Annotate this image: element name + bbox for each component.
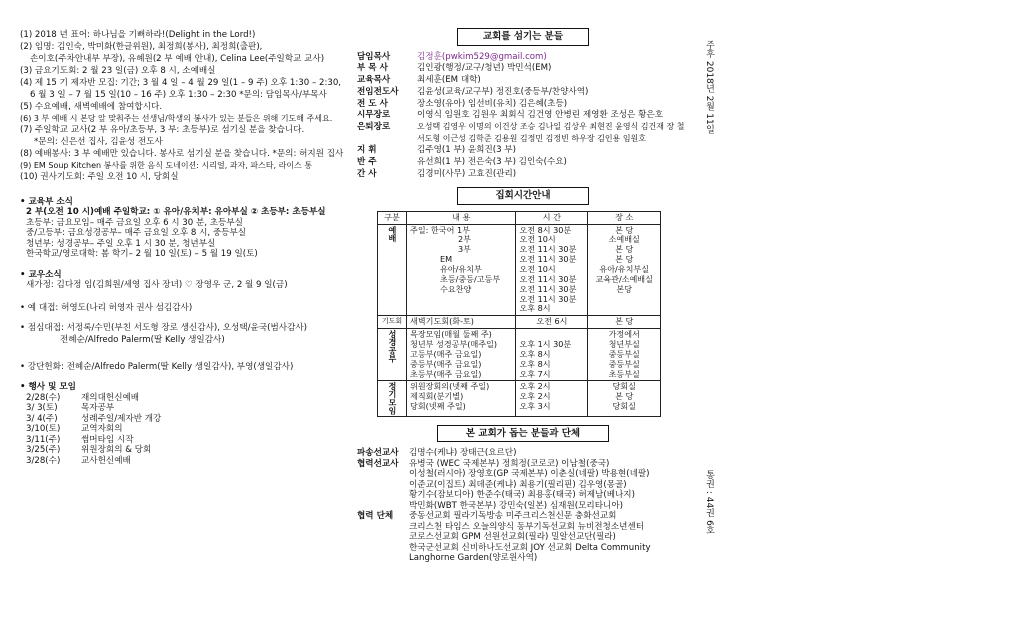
column-header: 구분 — [378, 211, 407, 224]
bulletin-volume: 통권 : 44권 6호 — [703, 470, 714, 535]
bible-places: 가정에서 청년부실 중등부실 중등부실 초등부실 — [588, 329, 661, 381]
ushers-line: • 예 대접: 허영도(나리 허영자 권사 섬김감사) — [20, 302, 193, 313]
left-column — [20, 30, 344, 466]
event-item: 2/28(수) 재의대헌신예배 — [26, 392, 140, 403]
announcement-line: (5) 수요예배, 새벽예배에 참여합시다. — [20, 101, 163, 112]
prayer-content: 새벽기도회(화-토) — [407, 316, 516, 329]
announcement-line: (3) 금요기도회: 2 월 23 일(금) 오후 8 시, 소예배실 — [20, 65, 216, 76]
news-line: 새가정: 김다정 임(김희원/세영 집사 장녀) ♡ 장영우 군, 2 월 9 일(금) — [26, 280, 288, 291]
staff-row: 전임전도사 김윤성(교육/교구부) 정진호(중등부/찬양사역) — [357, 86, 589, 97]
bible-times: 오후 1시 30분 오후 8시 오후 8시 오후 7시 — [516, 329, 588, 381]
event-item: 3/11(주) 썸머타임 시작 — [26, 434, 134, 445]
prayer-time: 오전 6시 — [516, 316, 588, 329]
column-header: 시 간 — [516, 211, 588, 224]
meeting-times: 오후 2시 오후 2시 오후 3시 — [516, 381, 588, 416]
announcement-line: (7) 주일학교 교사(2 부 유아/초등부, 3 부: 초등부)로 섬기실 분을 찾습니다. — [20, 125, 305, 136]
announcement-line: (8) 예배봉사: 3 부 예배만 있습니다. 봉사로 섬기실 분을 찾습니다. *문의: 허지원 집사 — [20, 149, 344, 160]
table-row — [378, 381, 661, 416]
events-heading: • 행사 및 모임 — [20, 382, 76, 393]
missions-row: 협력선교사 유병국 (WEC 국제본부) 정희정(코로코) 이남철(중국) 이성철(러시아) 장영호(GP 국제본부) 이춘실(네팔) 박용현(네팔) 이준교(이집트) 최데준(케냐) 최용기(필리핀) 김우영(몽골) 황기수(잠보디아) 한준수(태국) 최용홍(태국) 허제남(베나지) 박민화(WBT 한국본부) 강민숙(일본) 심재원(모리타니아) — [357, 458, 650, 511]
staff-row: 지 휘 김주영(1 부) 윤희진(3 부) — [357, 145, 516, 156]
column-header: 내 용 — [407, 211, 516, 224]
event-item: 3/ 3(토) 목자공부 — [26, 403, 115, 414]
staff-title: 교회를 섬기는 분들 — [457, 28, 589, 46]
announcement-line: 6 월 3 일 – 7 월 15 일(10 – 16 주) 오후 1:30 – 2:30 *문의: 담임목사/부목사 — [30, 89, 327, 100]
announcement-line: (9) EM Soup Kitchen 봉사를 위한 음식 도네이션: 시리얼, 과자, 파스타, 라이스 통 — [20, 161, 313, 171]
education-line: 한국학교/영로대학: 봄 학기– 2 월 10 일(토) – 5 월 19 일(토) — [26, 249, 258, 260]
worship-places: 본 당 소예배실 본 당 본 당 유아/유치부실 교육관/소예배실 본당 — [588, 224, 661, 316]
group-label: 기도회 — [378, 316, 407, 329]
event-item: 3/28(수) 교사헌신예배 — [26, 455, 131, 466]
announcements — [20, 30, 344, 183]
schedule-title: 집회시간안내 — [457, 187, 589, 205]
schedule-header-row — [378, 211, 661, 224]
announcement-line: (2) 임명: 김인숙, 박미화(한글위원), 최정희(봉사), 최정희(출판), — [20, 41, 263, 52]
schedule-table — [377, 211, 661, 417]
worship-times: 오전 8시 30분 오전 10시 오전 11시 30분 오전 11시 30분 오전 10시 오전 11시 30분 오전 11시 30분 오전 11시 30분 오후 8시 — [516, 224, 588, 316]
bible-content: 목장모임(매월 둘째 주) 청년부 성경공부(매주일) 고등부(매주 금요일) 중등부(매주 금요일) 초등부(매주 금요일) — [407, 329, 516, 381]
staff-row: 반 주 유선희(1 부) 전은숙(3 부) 김인숙(수요) — [357, 156, 567, 167]
table-row — [378, 224, 661, 316]
meeting-content: 위원장회의(넷째 주일) 제직회(분기별) 당회(넷째 주일) — [407, 381, 516, 416]
announcement-line: (6) 3 부 예배 시 본당 앞 맞춰주는 선생님/학생의 봉사가 있는 분들은 위해 기도해 주세요. — [20, 113, 333, 123]
announcement-line: 손이호(주차안내부 부장), 유혜원(2 부 예배 안내), Celina Lee(주일학교 교사) — [30, 53, 325, 64]
group-label: 예배 — [378, 224, 407, 316]
announcement-line: *문의: 신은선 집사, 김윤성 전도사 — [34, 137, 163, 148]
staff-row: 담임목사 김정훈(pwkim529@gmail.com) — [357, 51, 547, 62]
staff-row: 부 목 사 김인광(행정/교구/청년) 박민석(EM) — [357, 63, 552, 74]
staff-row: 은퇴장로 오성택 김영우 이명의 이건상 조승 김나일 김상우 최현진 윤영식 김건재 장 철 — [357, 122, 685, 133]
missions-list — [357, 448, 689, 563]
event-item: 3/ 4(주) 성례주일/제자반 개강 — [26, 413, 162, 424]
event-item: 3/25(주) 위원장회의 & 당회 — [26, 445, 152, 456]
staff-row: 교육목사 최세훈(EM 대학) — [357, 75, 481, 86]
staff-row: 서도형 이근성 김학준 김용원 김정민 김정빈 하우장 김인용 임원호 — [417, 134, 646, 144]
staff-row: 시무장로 이영식 임원호 김원우 최회식 김건영 안병린 제영환 조성은 황은호 — [357, 110, 663, 121]
prayer-place: 본 당 — [588, 316, 661, 329]
events-list — [26, 393, 340, 466]
altar-flowers-line: • 강단헌화: 전혜순/Alfredo Palerm(딸 Kelly 생일감사), 부영(생일감사) — [20, 361, 294, 372]
announcement-line: (10) 권사기도회: 주일 오전 10 시, 당회실 — [20, 172, 179, 183]
announcement-line: (4) 제 15 기 제자반 모집: 기간; 3 월 4 일 – 4 월 29 일(1 – 9 주) 오후 1:30 – 2:30, — [20, 77, 342, 88]
staff-row: 전 도 사 장소영(유아) 임선비(유치) 김은혜(초등) — [357, 98, 568, 109]
education-line: 초등부: 금요모임– 매주 금요일 오후 6 시 30 분, 초등부실 — [26, 217, 243, 228]
news-heading: • 교우소식 — [20, 269, 62, 280]
table-row — [378, 329, 661, 381]
missions-row: 파송선교사 김명수(케냐) 장태근(요르단) — [357, 448, 517, 459]
lunch-line: 전혜순/Alfredo Palerm(딸 Kelly 생일감사) — [60, 335, 225, 346]
education-line: 2 부(오전 10 시)예배 주일학교: ① 유아/유치부: 유아부실 ② 초등부: 초등부실 — [26, 207, 326, 218]
education-line: 중/고등부: 금요성경공부– 매주 금요일 오후 8 시, 중등부실 — [26, 228, 247, 239]
event-item: 3/10(토) 교역자회의 — [26, 424, 123, 435]
education-line: 청년부: 성경공부– 주일 오후 1 시 30 분, 청년부실 — [26, 238, 216, 249]
bulletin-date: 주후 2018년 2월 11일 — [703, 40, 714, 134]
staff-row: 간 사 김경미(사무) 고효진(관리) — [357, 168, 517, 179]
worship-content: 주일: 한국어 1부 2부 3부 EM 유아/유치부 초등/중등/고등부 수요찬양 — [407, 224, 516, 316]
group-label: 정기모임 — [378, 381, 407, 416]
staff-list — [357, 52, 689, 180]
lunch-line: • 점심대접: 서정록/수민(부친 서도형 장로 생신감사), 오성택/윤국(범사감사) — [20, 323, 308, 334]
education-heading: • 교육부 소식 — [20, 196, 73, 207]
group-label: 성경공부 — [378, 329, 407, 381]
missions-title: 본 교회가 돕는 분들과 단체 — [437, 425, 609, 443]
table-row — [378, 316, 661, 329]
announcement-line: (1) 2018 년 표어: 하나님을 기뻐하라!(Delight in the Lord!) — [20, 30, 256, 40]
column-header: 장 소 — [588, 211, 661, 224]
meeting-places: 당회실 본 당 당회실 — [588, 381, 661, 416]
missions-row: 협력 단체 중동선교회 필라기독방송 미주크리스천신문 충화선교회 크리스천 타임스 오늘의양식 동부기독선교회 뉴비전청소년센터 코로스선교회 GPM 선원선교회(필라) 밀알선교단(필라) 한국군선교회 신비하나도선교회 JOY 선교회 Delta Community Langhorne Garden(양로원사역) — [357, 511, 651, 564]
middle-column — [357, 28, 689, 564]
